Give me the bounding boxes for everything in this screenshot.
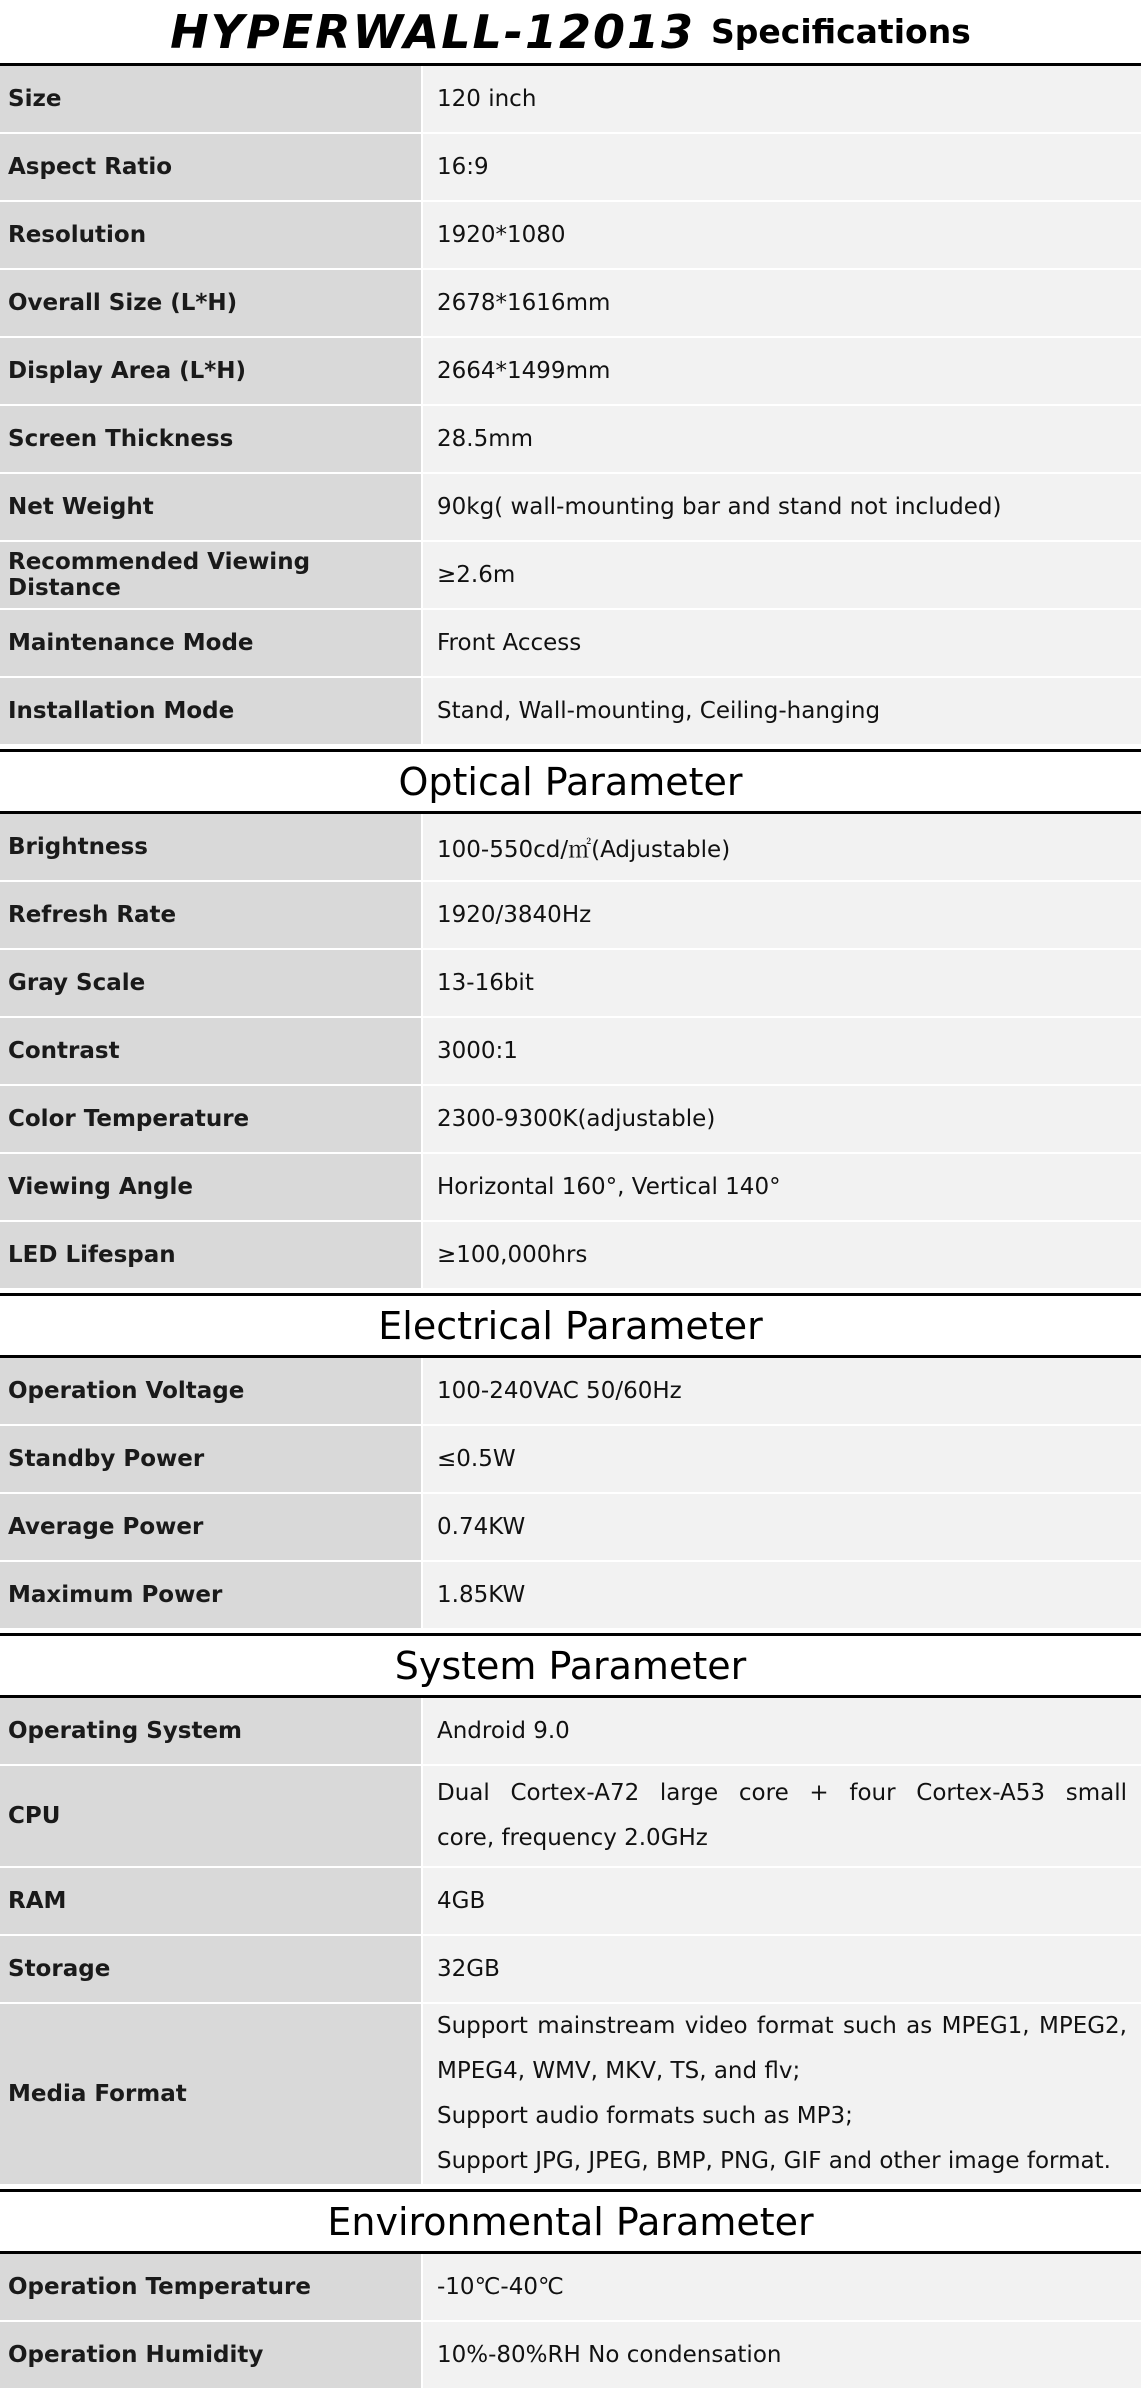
spec-label: Size [0, 66, 423, 132]
spec-value-line: Dual Cortex-A72 large core + four Cortex-A53 small [437, 1780, 1127, 1806]
table-row [0, 474, 1141, 542]
spec-value: ≥100,000hrs [423, 1222, 1141, 1288]
spec-label: Overall Size (L*H) [0, 270, 423, 336]
spec-value: 1920/3840Hz [423, 882, 1141, 948]
table-row [0, 1426, 1141, 1494]
spec-label: Operating System [0, 1698, 423, 1764]
spec-value: 90kg( wall-mounting bar and stand not included) [423, 474, 1141, 540]
table-row [0, 1358, 1141, 1426]
table-row [0, 1154, 1141, 1222]
spec-value-line: Support audio formats such as MP3; [437, 2103, 853, 2129]
spec-value: -10℃-40℃ [423, 2254, 1141, 2320]
title-bar [0, 0, 1141, 66]
spec-value: 3000:1 [423, 1018, 1141, 1084]
table-row [0, 1494, 1141, 1562]
spec-value: Android 9.0 [423, 1698, 1141, 1764]
spec-label: LED Lifespan [0, 1222, 423, 1288]
spec-label: Average Power [0, 1494, 423, 1560]
environmental-spec-table [0, 2254, 1141, 2390]
spec-value: 13-16bit [423, 950, 1141, 1016]
spec-value-line: Support mainstream video format such as MPEG1, MPEG2, [437, 2013, 1127, 2039]
section-heading-optical: Optical Parameter [0, 749, 1141, 814]
spec-value: Stand, Wall-mounting, Ceiling-hanging [423, 678, 1141, 744]
table-row [0, 1222, 1141, 1290]
spec-value: ≥2.6m [423, 542, 1141, 608]
spec-label: Display Area (L*H) [0, 338, 423, 404]
spec-value: 2678*1616mm [423, 270, 1141, 336]
spec-value: ≤0.5W [423, 1426, 1141, 1492]
table-row [0, 814, 1141, 882]
spec-value [423, 1766, 1141, 1866]
table-row [0, 1018, 1141, 1086]
spec-label: Storage [0, 1936, 423, 2002]
general-spec-table [0, 66, 1141, 746]
table-row [0, 270, 1141, 338]
table-row [0, 542, 1141, 610]
table-row [0, 610, 1141, 678]
spec-label: Refresh Rate [0, 882, 423, 948]
spec-label: Standby Power [0, 1426, 423, 1492]
section-heading-environmental: Environmental Parameter [0, 2189, 1141, 2254]
table-row [0, 1698, 1141, 1766]
table-row [0, 1936, 1141, 2004]
electrical-spec-table [0, 1358, 1141, 1630]
spec-label: Media Format [0, 2004, 423, 2184]
spec-value-line: MPEG4, WMV, MKV, TS, and flv; [437, 2058, 801, 2084]
spec-value: 28.5mm [423, 406, 1141, 472]
section-heading-system: System Parameter [0, 1633, 1141, 1698]
spec-label: Aspect Ratio [0, 134, 423, 200]
spec-label: Operation Voltage [0, 1358, 423, 1424]
spec-label: Net Weight [0, 474, 423, 540]
table-row [0, 202, 1141, 270]
table-row [0, 1766, 1141, 1868]
page-title: Specifications [711, 12, 971, 51]
spec-value: 2300-9300K(adjustable) [423, 1086, 1141, 1152]
table-row [0, 2322, 1141, 2390]
spec-value: 120 inch [423, 66, 1141, 132]
spec-value-line: Support JPG, JPEG, BMP, PNG, GIF and other image format. [437, 2148, 1111, 2174]
spec-label: Maximum Power [0, 1562, 423, 1628]
section-heading-electrical: Electrical Parameter [0, 1293, 1141, 1358]
spec-value: 100-240VAC 50/60Hz [423, 1358, 1141, 1424]
table-row [0, 66, 1141, 134]
spec-label: Screen Thickness [0, 406, 423, 472]
table-row [0, 2254, 1141, 2322]
spec-value: 0.74KW [423, 1494, 1141, 1560]
system-spec-table [0, 1698, 1141, 2186]
spec-value: 1.85KW [423, 1562, 1141, 1628]
spec-value: 16:9 [423, 134, 1141, 200]
model-name: HYPERWALL-12013 [170, 4, 695, 59]
spec-value: Front Access [423, 610, 1141, 676]
spec-label: Recommended Viewing Distance [0, 542, 423, 608]
spec-value-line: core, frequency 2.0GHz [437, 1825, 708, 1851]
spec-label: Viewing Angle [0, 1154, 423, 1220]
spec-label: Contrast [0, 1018, 423, 1084]
spec-label: Operation Humidity [0, 2322, 423, 2388]
spec-label: CPU [0, 1766, 423, 1866]
spec-label: RAM [0, 1868, 423, 1934]
spec-value: 10%-80%RH No condensation [423, 2322, 1141, 2388]
spec-value: 100-550cd/㎡(Adjustable) [423, 814, 1141, 880]
spec-value: 1920*1080 [423, 202, 1141, 268]
spec-value: 4GB [423, 1868, 1141, 1934]
table-row [0, 406, 1141, 474]
spec-label: Color Temperature [0, 1086, 423, 1152]
table-row [0, 1086, 1141, 1154]
spec-label: Gray Scale [0, 950, 423, 1016]
spec-label: Brightness [0, 814, 423, 880]
table-row [0, 134, 1141, 202]
table-row [0, 1868, 1141, 1936]
spec-value [423, 2004, 1141, 2184]
table-row [0, 950, 1141, 1018]
spec-label: Operation Temperature [0, 2254, 423, 2320]
spec-label: Installation Mode [0, 678, 423, 744]
spec-value: 2664*1499mm [423, 338, 1141, 404]
spec-value: Horizontal 160°, Vertical 140° [423, 1154, 1141, 1220]
spec-value: 32GB [423, 1936, 1141, 2002]
table-row [0, 678, 1141, 746]
table-row [0, 2004, 1141, 2186]
table-row [0, 338, 1141, 406]
spec-label: Resolution [0, 202, 423, 268]
optical-spec-table [0, 814, 1141, 1290]
table-row [0, 1562, 1141, 1630]
table-row [0, 882, 1141, 950]
spec-label: Maintenance Mode [0, 610, 423, 676]
